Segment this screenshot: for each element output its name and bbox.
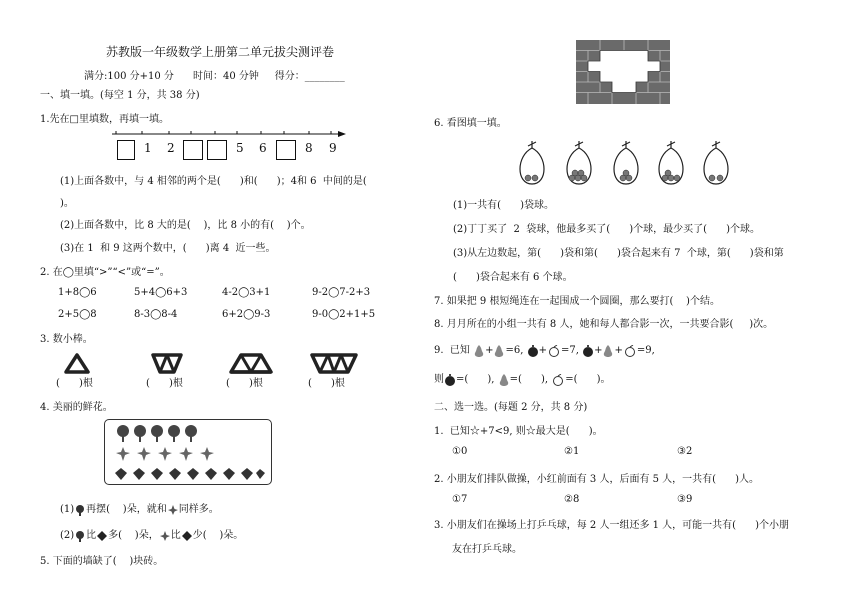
text: 则 <box>434 374 444 385</box>
text: 多( )朵， <box>108 530 159 541</box>
number-1: 1 <box>144 141 152 155</box>
option[interactable]: ②8 <box>564 494 580 505</box>
brick-wall-picture <box>576 40 670 104</box>
q3-stem: 3. 数小棒。 <box>40 334 93 345</box>
option[interactable]: ③9 <box>677 494 693 505</box>
text: =( )。 <box>565 374 611 385</box>
sticks-triangle-icon <box>64 352 90 374</box>
pear-icon <box>602 344 614 358</box>
stick-count-label: ( )根 <box>226 378 263 389</box>
flower-dark-icon <box>74 504 86 516</box>
flowers-row-1-icon <box>114 423 204 443</box>
text: =7, <box>560 345 579 356</box>
stick-count-label: ( )根 <box>56 378 93 389</box>
score-info: 满分:100 分+10 分 时间：40 分钟 得分：________ <box>84 71 345 82</box>
flowers-row-3-icon <box>112 465 266 483</box>
text: 比 <box>86 530 97 541</box>
q1-part1: (1)上面各数中，与 4 相邻的两个是( )和( )；4和 6 中间的是( <box>60 176 367 187</box>
number-5: 5 <box>236 141 244 155</box>
page-title: 苏教版一年级数学上册第二单元拔尖测评卷 <box>106 45 335 59</box>
pear-icon <box>498 373 510 387</box>
text: 同样多。 <box>178 504 219 515</box>
section-2-title: 二、选一选。(每题 2 分，共 8 分) <box>434 402 588 413</box>
text: =6, <box>505 345 524 356</box>
plus-sign: + <box>594 345 603 356</box>
blank-box-4[interactable] <box>276 140 296 160</box>
plus-sign: + <box>485 345 494 356</box>
s2-q3-stem: 3. 小朋友们在操场上打乒乓球，每 2 人一组还多 1 人，可能一共有( )个小朋 <box>434 520 790 531</box>
flower-star-icon <box>159 530 171 542</box>
q6-part1: (1)一共有( )袋球。 <box>453 200 555 211</box>
compare-item: 4-2◯3+1 <box>222 287 271 298</box>
flower-dark-icon <box>74 530 86 542</box>
number-6: 6 <box>259 141 267 155</box>
q8-stem: 8. 月月所在的小组一共有 8 人，她和每人都合影一次，一共要合影( )次。 <box>434 319 774 330</box>
persimmon-icon <box>527 345 539 357</box>
q1-part3: (3)在 1 和 9 这两个数中，( )离 4 近一些。 <box>60 243 276 254</box>
plus-sign: + <box>614 345 623 356</box>
q1-stem: 1.先在□里填数，再填一填。 <box>40 114 169 125</box>
text: 9. 已知 <box>434 345 470 356</box>
q7-stem: 7. 如果把 9 根短绳连在一起围成一个圆圈，那么要打( )个结。 <box>434 296 720 307</box>
q4-part2 <box>60 526 243 542</box>
plus-sign: + <box>538 345 547 356</box>
text: =( ), <box>509 374 549 385</box>
persimmon-icon <box>582 345 594 357</box>
blank-box-2[interactable] <box>183 140 203 160</box>
q1-part1-end: )。 <box>60 198 74 209</box>
q4-part1 <box>60 500 219 516</box>
number-8: 8 <box>305 141 313 155</box>
compare-item: 5+4◯6+3 <box>134 287 188 298</box>
s2-q3-stem-cont: 友在打乒乓球。 <box>452 544 522 555</box>
sticks-three-triangles-icon <box>229 352 273 374</box>
stick-count-label: ( )根 <box>308 378 345 389</box>
number-9: 9 <box>329 141 337 155</box>
compare-item: 2+5◯8 <box>58 309 97 320</box>
text: 比 <box>170 530 181 541</box>
q2-stem: 2. 在◯里填“>”“<”或“=”。 <box>40 267 170 278</box>
compare-item: 9-2◯7-2+3 <box>312 287 371 298</box>
sticks-four-triangles-icon <box>310 352 358 374</box>
option[interactable]: ①0 <box>452 446 468 457</box>
compare-item: 9-0◯2+1+5 <box>312 309 376 320</box>
s2-q1-stem: 1. 已知☆+7<9, 则☆最大是( )。 <box>434 426 603 437</box>
number-2: 2 <box>167 141 175 155</box>
q4-stem: 4. 美丽的鲜花。 <box>40 402 113 413</box>
blank-box-1[interactable] <box>117 140 135 160</box>
q6-stem: 6. 看图填一填。 <box>434 118 507 129</box>
q6-part3-end: ( )袋合起来有 6 个球。 <box>453 272 573 283</box>
q6-part2: (2)丁丁买了 2 袋球，他最多买了( )个球，最少买了( )个球。 <box>453 224 760 235</box>
option[interactable]: ③2 <box>677 446 693 457</box>
part-number: (1) <box>60 504 75 515</box>
flower-leaf-icon <box>96 530 108 542</box>
stick-count-label: ( )根 <box>146 378 183 389</box>
sticks-two-triangles-icon <box>150 352 184 374</box>
ball-bags-picture <box>512 136 742 188</box>
text: =9, <box>636 345 655 356</box>
apple-outline-icon <box>547 345 561 357</box>
compare-item: 8-3◯8-4 <box>134 309 178 320</box>
s2-q2-stem: 2. 小朋友们排队做操，小红前面有 3 人，后面有 5 人，一共有( )人。 <box>434 474 760 485</box>
flowers-row-2-icon <box>114 444 224 464</box>
apple-outline-icon <box>623 345 637 357</box>
pear-icon <box>493 344 505 358</box>
section-1-title: 一、填一填。(每空 1 分，共 38 分) <box>40 90 200 101</box>
option[interactable]: ①7 <box>452 494 468 505</box>
text: =( ), <box>456 374 495 385</box>
compare-item: 1+8◯6 <box>58 287 97 298</box>
q9-equations <box>434 341 655 358</box>
pear-icon <box>473 344 485 358</box>
text: 再摆( )朵，就和 <box>86 504 167 515</box>
q9-answers <box>434 370 611 387</box>
flower-leaf-icon <box>181 530 193 542</box>
q1-part2: (2)上面各数中，比 8 大的是( )，比 8 小的有( )个。 <box>60 220 311 231</box>
flower-star-icon <box>167 504 179 516</box>
persimmon-icon <box>444 374 456 386</box>
compare-item: 6+2◯9-3 <box>222 309 271 320</box>
q6-part3: (3)从左边数起，第( )袋和第( )袋合起来有 7 个球，第( )袋和第 <box>453 248 784 259</box>
q5-stem: 5. 下面的墙缺了( )块砖。 <box>40 556 164 567</box>
apple-outline-icon <box>551 374 565 386</box>
blank-box-3[interactable] <box>207 140 227 160</box>
option[interactable]: ②1 <box>564 446 580 457</box>
part-number: (2) <box>60 530 75 541</box>
text: 少( )朵。 <box>192 530 244 541</box>
